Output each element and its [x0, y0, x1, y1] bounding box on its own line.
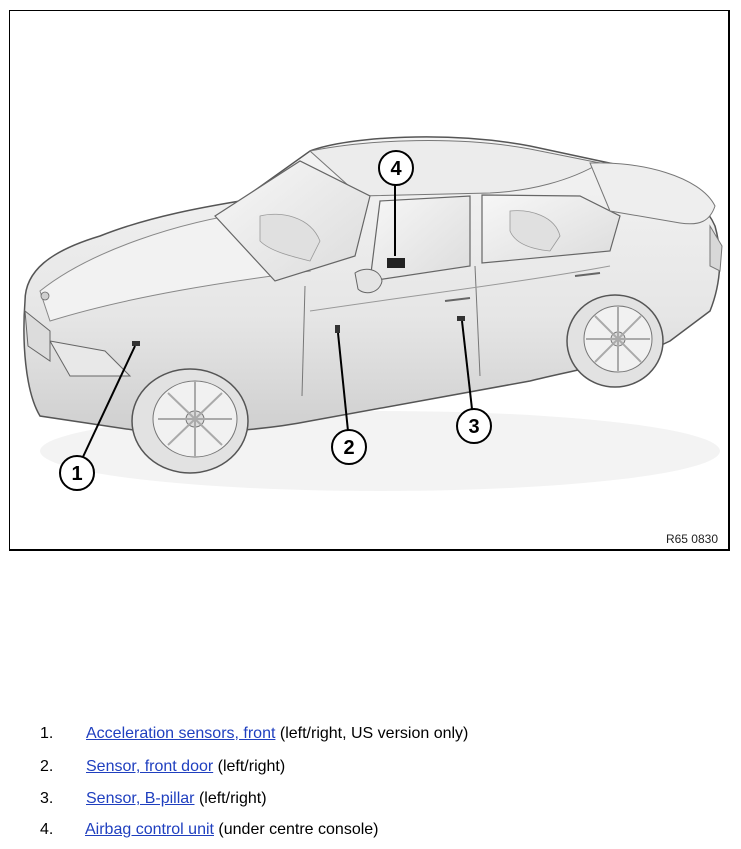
list-item-note: (left/right) [194, 790, 267, 807]
rear-wheel [567, 295, 663, 387]
front-wheel [132, 369, 248, 473]
list-number: 1. [40, 725, 54, 742]
control-unit-marker [387, 258, 405, 268]
acceleration-sensors-link[interactable]: Acceleration sensors, front [86, 725, 276, 742]
list-number: 2. [40, 758, 54, 775]
airbag-control-unit-link[interactable]: Airbag control unit [85, 821, 214, 838]
callout-1-label: 1 [71, 463, 83, 485]
list-number: 3. [40, 790, 54, 807]
list-item-note: (left/right, US version only) [275, 725, 469, 742]
car-illustration [10, 11, 730, 551]
callout-4 [379, 151, 413, 185]
callout-2-label: 2 [343, 437, 355, 459]
callout-2 [332, 430, 366, 464]
callout-3 [457, 409, 491, 443]
callout-4-label: 4 [390, 158, 402, 180]
figure-code: R65 0830 [665, 532, 718, 546]
list-item-note: (under centre console) [213, 821, 379, 838]
list-number: 4. [40, 821, 54, 838]
list-item-text [85, 819, 379, 841]
figure-frame [9, 10, 730, 551]
front-door-sensor-link[interactable]: Sensor, front door [86, 758, 214, 775]
badge [41, 292, 49, 300]
callout-3-label: 3 [468, 416, 480, 438]
list-item-text [86, 723, 468, 745]
callout-1 [60, 456, 94, 490]
list-item-text [86, 788, 267, 810]
door-sensor-marker [335, 325, 340, 333]
side-mirror [355, 269, 382, 292]
b-pillar-sensor-link[interactable]: Sensor, B-pillar [86, 790, 195, 807]
front-sensor-marker [132, 341, 140, 346]
list-item-note: (left/right) [213, 758, 286, 775]
list-item-text [86, 756, 285, 778]
front-window [370, 196, 470, 281]
b-pillar-sensor-marker [457, 316, 465, 321]
